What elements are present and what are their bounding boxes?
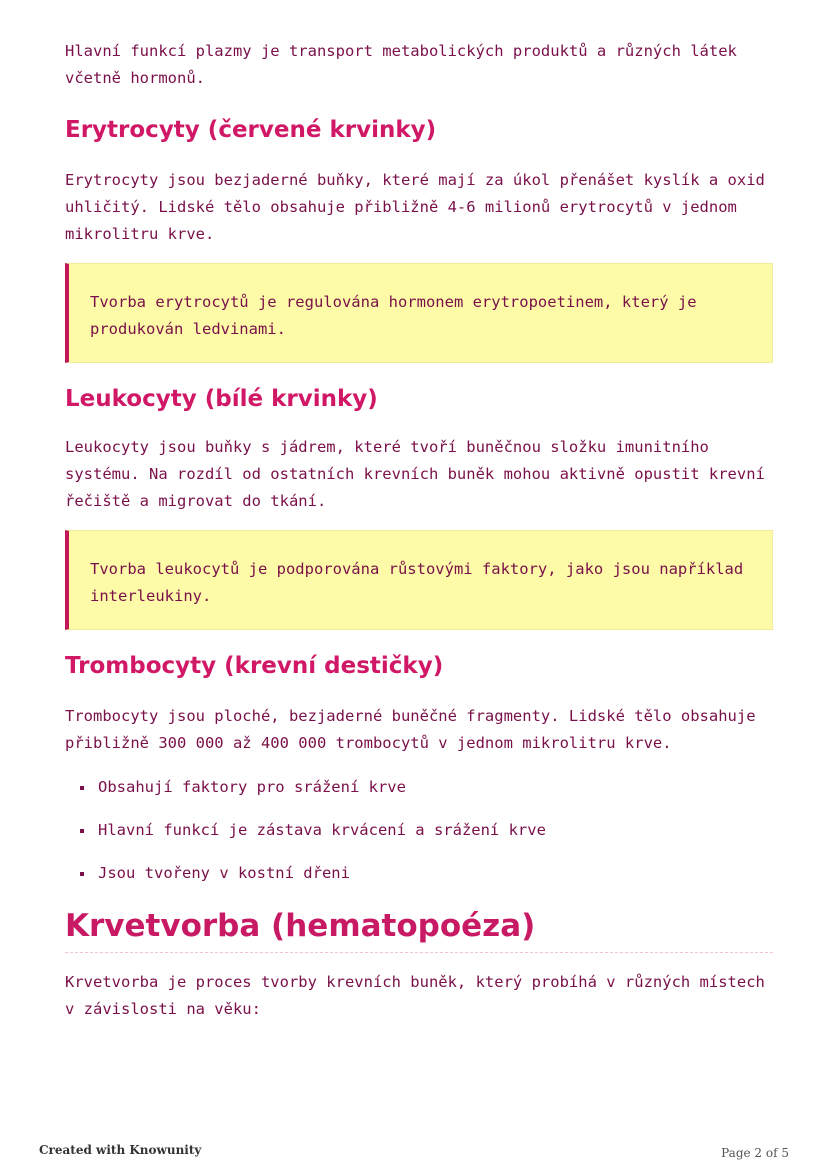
bullet-icon [80,829,84,833]
erythrocytes-paragraph: Erytrocyty jsou bezjaderné buňky, které mají za úkol přenášet kyslík a oxid uhličitý. Lidské tělo obsahuje přibližně 4-6 milionů erytrocytů v jednom mikrolitru krve. [65,171,765,243]
bullet-icon [80,872,84,876]
heading-hematopoiesis: Krvetvorba (hematopoéza) [65,906,773,953]
footer-created-with: Created with Knowunity [39,1143,202,1157]
leukocytes-note-text: Tvorba leukocytů je podporována růstovými faktory, jako jsou například interleukiny. [90,560,744,605]
page-content [65,38,773,1023]
intro-paragraph: Hlavní funkcí plazmy je transport metabolických produktů a různých látek včetně hormonů. [65,42,737,87]
heading-erythrocytes: Erytrocyty (červené krvinky) [65,117,437,143]
heading-leukocytes: Leukocyty (bílé krvinky) [65,386,378,412]
erythrocytes-note [65,263,773,363]
thrombocytes-paragraph: Trombocyty jsou ploché, bezjaderné buněčné fragmenty. Lidské tělo obsahuje přibližně 300 000 až 400 000 trombocytů v jednom mikrolitru krve. [65,707,756,752]
erythrocytes-note-text: Tvorba erytrocytů je regulována hormonem erytropoetinem, který je produkován ledvinami. [90,293,697,338]
list-item-text: Obsahují faktory pro srážení krve [98,778,406,796]
leukocytes-note [65,530,773,630]
list-item-text: Jsou tvořeny v kostní dřeni [98,864,350,882]
hematopoiesis-paragraph: Krvetvorba je proces tvorby krevních buněk, který probíhá v různých místech v závislosti na věku: [65,973,765,1018]
list-item [65,860,773,887]
list-item-text: Hlavní funkcí je zástava krvácení a srážení krve [98,821,546,839]
leukocytes-paragraph: Leukocyty jsou buňky s jádrem, které tvoří buněčnou složku imunitního systému. Na rozdíl od ostatních krevních buněk mohou aktivně opustit krevní řečiště a migrovat do tkání. [65,438,765,510]
bullet-icon [80,786,84,790]
thrombocytes-bullet-list [65,774,773,887]
heading-thrombocytes: Trombocyty (krevní destičky) [65,653,444,679]
list-item [65,817,773,844]
list-item [65,774,773,801]
footer-page-indicator: Page 2 of 5 [721,1146,789,1160]
